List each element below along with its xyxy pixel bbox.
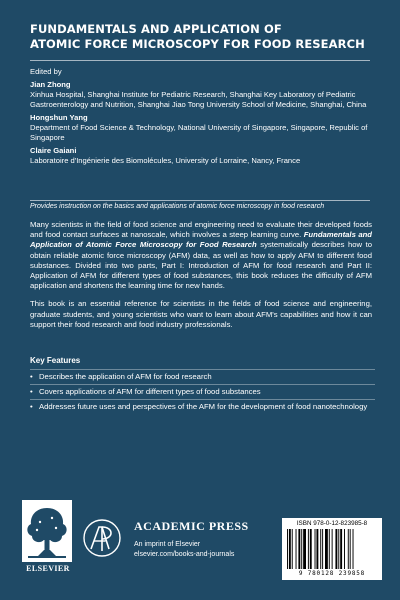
barcode-bar [296,529,297,569]
barcode-bar [289,529,291,569]
key-features-heading: Key Features [30,356,81,365]
editors-section [30,67,375,166]
imprint-info [134,521,294,560]
barcode-bar [335,529,337,569]
title-line-2: ATOMIC FORCE MICROSCOPY FOR FOOD RESEARCH [30,37,365,51]
barcode-bar [332,529,333,569]
book-title-inline: Fundamentals and Application of Atomic Force Microscopy for Food Research [30,230,372,250]
description-text: Many scientists in the field of food science and engineering need to evaluate their developed foods and food contact surfaces at nanoscale, which involves a steep learning curve. [30,220,372,240]
barcode-bar [303,529,306,569]
elsevier-tree-logo-icon [22,500,72,562]
key-features-list [30,369,375,414]
barcode [282,518,382,580]
isbn-label: ISBN 978-0-12-823985-8 [296,520,368,527]
editor-affiliation: Xinhua Hospital, Shanghai Institute for Pediatric Research, Shanghai Key Laboratory of Pediatric Gastroenterology and Nutrition, Shanghai Jiao Tong University School of Medicine, Shanghai, China [30,90,367,109]
barcode-bar [350,529,351,569]
barcode-bar [344,529,345,569]
barcode-digits: 9 780128 239858 [298,570,366,577]
barcode-bar [322,529,323,569]
editor-name: Hongshun Yang [30,113,88,122]
edited-by-label: Edited by [30,67,62,76]
barcode-bar [320,529,321,569]
academic-press-logo-icon [82,518,122,558]
imprint-name: ACADEMIC PRESS [134,519,249,533]
key-feature-item: • Describes the application of AFM for food research [30,369,375,384]
editor-name: Claire Gaiani [30,146,77,155]
editor-affiliation: Laboratoire d'Ingénierie des Biomolécules, University of Lorraine, Nancy, France [30,156,301,165]
description-text: systematically describes how to obtain reliable atomic force microscopy (AFM) data, as well as how to apply AFM to different food substances. Divided into two parts, Part I: Introduction of AFM for food research and Part II: Application of AFM for different types of food substances, this book reduces the difficulty of AFM application and shortens the learning time for new hands. [30,240,372,291]
tagline: Provides instruction on the basics and applications of atomic force microscopy in food research [30,203,325,210]
barcode-bar [308,529,309,569]
barcode-bar [315,529,316,569]
barcode-bar [348,529,349,569]
key-feature-item: • Covers applications of AFM for different types of food substances [30,384,375,399]
barcode-bar [353,529,354,569]
barcode-bar [292,529,293,569]
barcode-bar [316,529,318,569]
editor-affiliation: Department of Food Science & Technology, National University of Singapore, Singapore, Republic of Singapore [30,123,368,142]
description-paragraph-1 [30,220,372,291]
title-line-1: FUNDAMENTALS AND APPLICATION OF [30,22,282,36]
imprint-of: An imprint of Elsevier [134,541,201,548]
barcode-bar [310,529,312,569]
barcode-bar [329,529,330,569]
barcode-bars [286,529,378,569]
book-title [30,22,375,52]
divider-middle [30,200,370,201]
barcode-bar [301,529,302,569]
barcode-bar [325,529,328,569]
editor-name: Jian Zhong [30,80,71,89]
publisher-url: elsevier.com/books-and-journals [134,551,235,558]
barcode-bar [338,529,339,569]
elsevier-wordmark: ELSEVIER [26,564,70,573]
barcode-bar [340,529,342,569]
key-features [30,356,375,414]
key-feature-item: • Addresses future uses and perspectives of the AFM for the development of food nanotechnology [30,399,375,414]
divider-top [30,60,370,61]
description-paragraph-2: This book is an essential reference for scientists in the fields of food science and engineering, graduate students, and young scientists who want to learn about AFM's capabilities and how it can support their food research and food industry professionals. [30,299,372,329]
barcode-bar [298,529,300,569]
description [30,220,372,338]
barcode-bar [287,529,288,569]
